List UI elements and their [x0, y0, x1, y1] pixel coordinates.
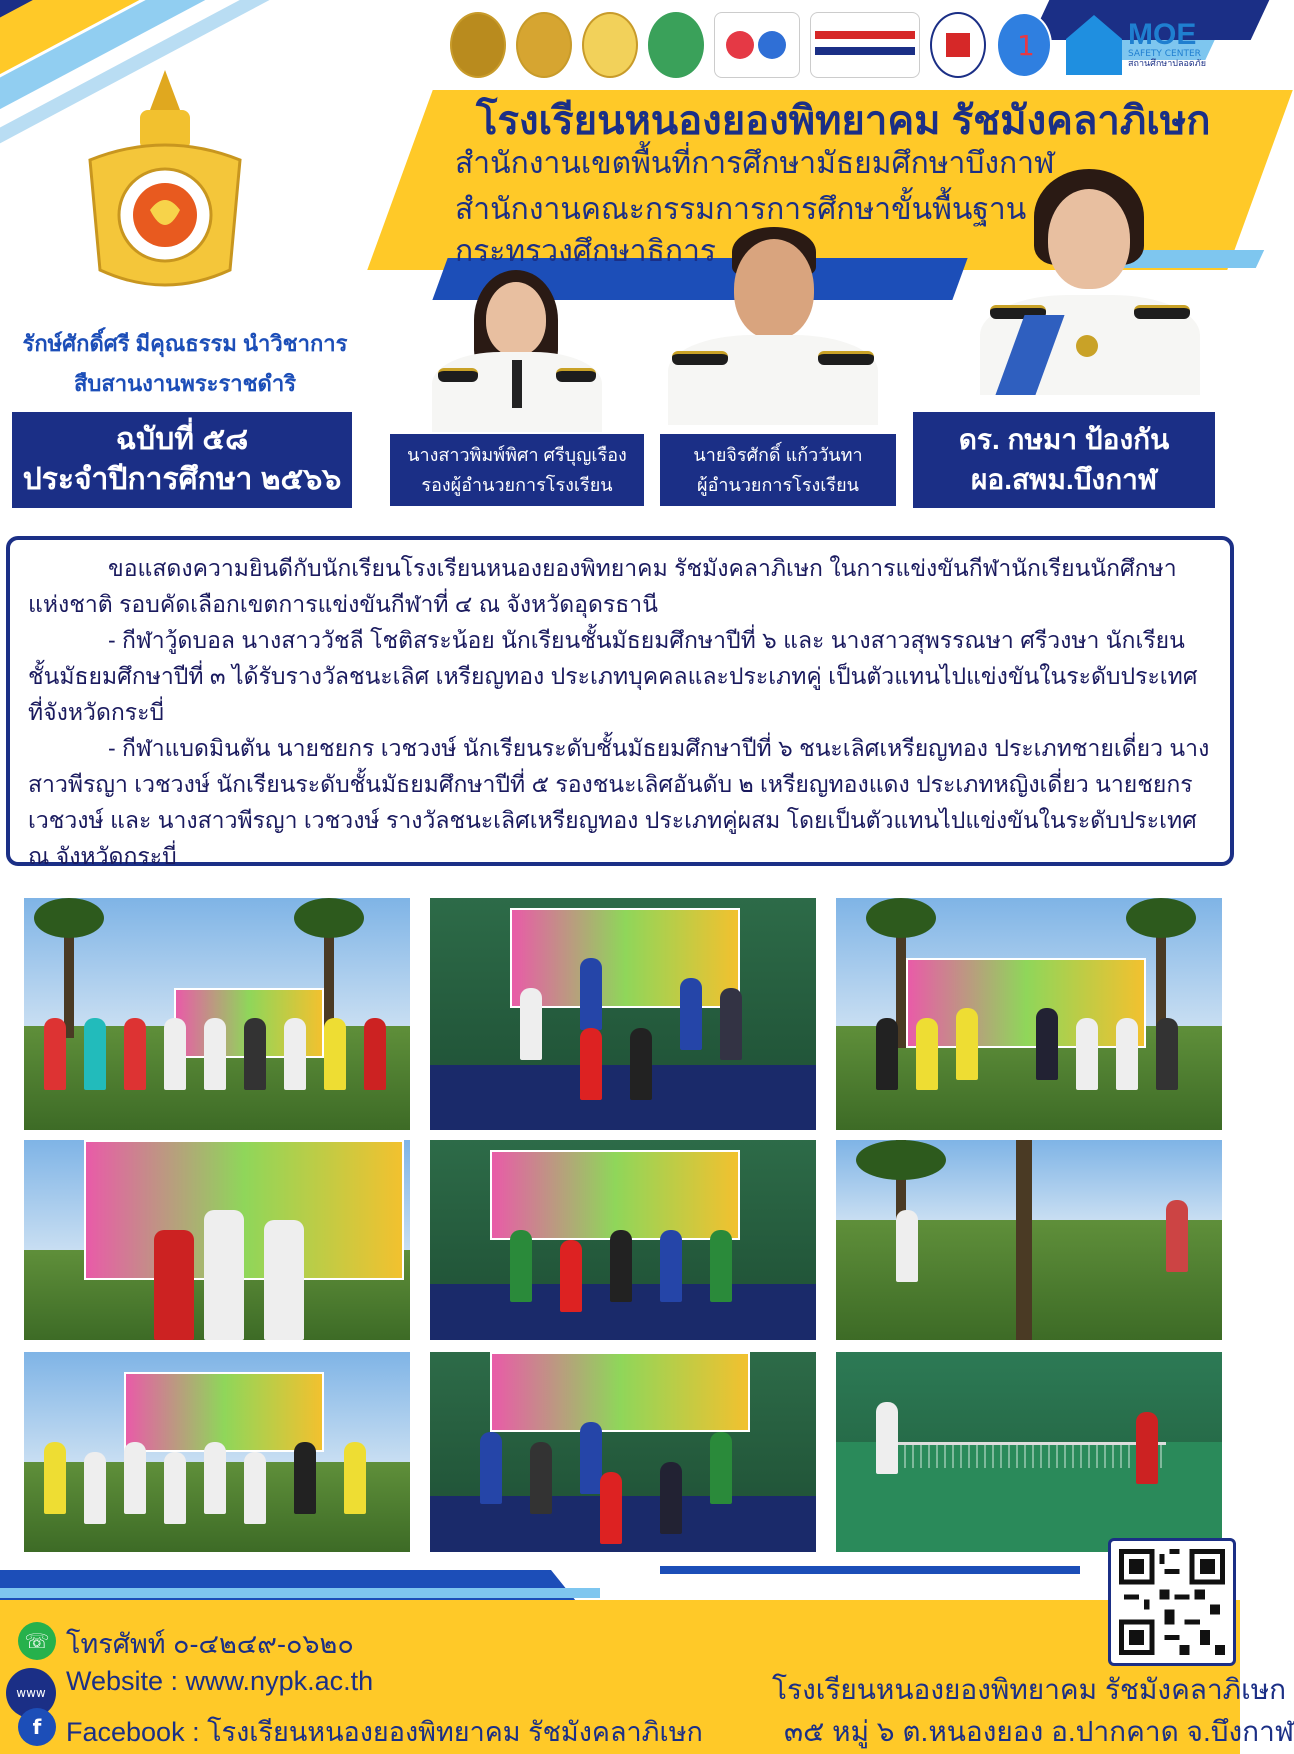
chief-officer-namebox	[913, 412, 1215, 508]
photo-woodball-play	[836, 1140, 1222, 1340]
photo-woodball-group-1	[24, 898, 410, 1130]
school-motto-line-1: รักษ์ศักดิ์ศรี มีคุณธรรม นำวิชาการ	[22, 331, 348, 356]
footer-address: ๓๕ หมู่ ๖ ต.หนองยอง อ.ปากคาด จ.บึงกาฬ	[784, 1716, 1294, 1747]
office-line-2: สำนักงานคณะกรรมการการศึกษาขั้นพื้นฐาน	[455, 193, 1027, 226]
deputy-director-namebox	[390, 434, 644, 506]
issue-number: ฉบับที่ ๕๘	[115, 423, 249, 456]
school-title: โรงเรียนหนองยองพิทยาคม รัชมังคลาภิเษก	[476, 99, 1211, 143]
announcement-woodball: - กีฬาวู้ดบอล นางสาววัชลี โชติสระน้อย นักเรียนชั้นมัธยมศึกษาปีที่ ๖ และ นางสาวสุพรรณษา ศรีวงษา นักเรียนชั้นมัธยมศึกษาปีที่ ๓ ได้รับรางวัลชนะเลิศ เหรียญทอง ประเภทบุคคลและประเภทคู่ เป็นตัวแทนไปแข่งขันในระดับประเทศที่จังหวัดกระบี่	[28, 627, 1198, 725]
qr-code[interactable]	[1108, 1538, 1236, 1666]
photo-badminton-court	[836, 1352, 1222, 1552]
moe-logo-title: MOE	[1128, 18, 1197, 51]
footer-blue-line	[660, 1566, 1080, 1574]
office-line-1: สำนักงานเขตพื้นที่การศึกษามัธยมศึกษาบึงกาฬ	[455, 147, 1055, 180]
person-position: รองผู้อำนวยการโรงเรียน	[421, 475, 613, 495]
announcement-intro: ขอแสดงความยินดีกับนักเรียนโรงเรียนหนองยองพิทยาคม รัชมังคลาภิเษก ในการแข่งขันกีฬานักเรียนนักศึกษาแห่งชาติ รอบคัดเลือกเขตการแข่งขันกีฬาที่ ๔ ณ จังหวัดอุดรธานี	[28, 555, 1177, 617]
phone-icon: ☏	[18, 1622, 56, 1660]
moe-logo-line1: SAFETY CENTER	[1128, 49, 1201, 59]
footer-phone: โทรศัพท์ ๐-๔๒๔๙-๐๖๒๐	[66, 1629, 354, 1659]
school-motto-line-2: สืบสานงานพระราชดำริ	[73, 371, 297, 396]
photo-badminton-podium-2	[430, 1140, 816, 1340]
moe-safety-center-logo	[1066, 15, 1206, 75]
footer-school-name: โรงเรียนหนองยองพิทยาคม รัชมังคลาภิเษก	[772, 1674, 1287, 1705]
photo-badminton-podium-1	[430, 898, 816, 1130]
logo-row	[450, 6, 1240, 84]
web-icon: www	[6, 1668, 56, 1718]
photo-woodball-group-2	[836, 898, 1222, 1130]
green-leaf-logo	[648, 12, 704, 78]
issue-box	[12, 412, 352, 508]
moe-seal-logo	[450, 12, 506, 78]
deputy-director-portrait	[432, 268, 602, 418]
person-position: ผอ.สพม.บึงกาฬ	[970, 464, 1158, 495]
person-position: ผู้อำนวยการโรงเรียน	[697, 475, 859, 495]
person-name: นายจิรศักดิ์ แก้ววันทา	[693, 445, 863, 465]
issue-academic-year: ประจำปีการศึกษา ๒๕๖๖	[22, 463, 342, 496]
school-kids-logo	[714, 12, 800, 78]
person-name: นางสาวพิมพ์พิศา ศรีบุญเรือง	[407, 445, 627, 465]
footer-facebook-link[interactable]: Facebook : โรงเรียนหนองยองพิทยาคม รัชมังคลาภิเษก	[66, 1717, 703, 1747]
director-namebox	[660, 434, 896, 506]
photo-badminton-podium-3	[430, 1352, 816, 1552]
obec-logo	[516, 12, 572, 78]
footer-website-link[interactable]: Website : www.nypk.ac.th	[66, 1666, 374, 1696]
footer-light-stripe	[0, 1588, 600, 1598]
announcement-badminton: - กีฬาแบดมินตัน นายชยกร เวชวงษ์ นักเรียนระดับชั้นมัธยมศึกษาปีที่ ๖ ชนะเลิศเหรียญทอง ประเภทชายเดี่ยว นางสาวพีรญา เวชวงษ์ นักเรียนระดับชั้นมัธยมศึกษาปีที่ ๕ รองชนะเลิศอันดับ ๒ เหรียญทองแดง ประเภทหญิงเดี่ยว นายชยกร เวชวงษ์ และ นางสาวพีรญา เวชวงษ์ รางวัลชนะเลิศเหรียญทอง ประเภทคู่ผสม โดยเป็นตัวแทนไปแข่งขันในระดับประเทศ ณ จังหวัดกระบี่	[28, 735, 1210, 869]
svg-text:1: 1	[1017, 29, 1035, 62]
photo-woodball-women	[24, 1140, 410, 1340]
quality-school-logo	[810, 12, 920, 78]
school-emblem	[70, 70, 260, 300]
be-number-one-logo	[996, 12, 1052, 78]
director-portrait	[668, 225, 878, 420]
royal-emblem-logo	[582, 12, 638, 78]
moe-logo-line2: สถานศึกษาปลอดภัย	[1128, 59, 1206, 69]
district-seal-logo	[930, 12, 986, 78]
person-name: ดร. กษมา ป้องกัน	[958, 424, 1170, 455]
house-icon	[1066, 15, 1122, 75]
photo-woodball-group-3	[24, 1352, 410, 1552]
office-line-3: กระทรวงศึกษาธิการ	[455, 235, 717, 268]
chief-officer-portrait	[980, 165, 1200, 395]
facebook-icon: f	[18, 1708, 56, 1746]
announcement-box	[6, 536, 1234, 869]
